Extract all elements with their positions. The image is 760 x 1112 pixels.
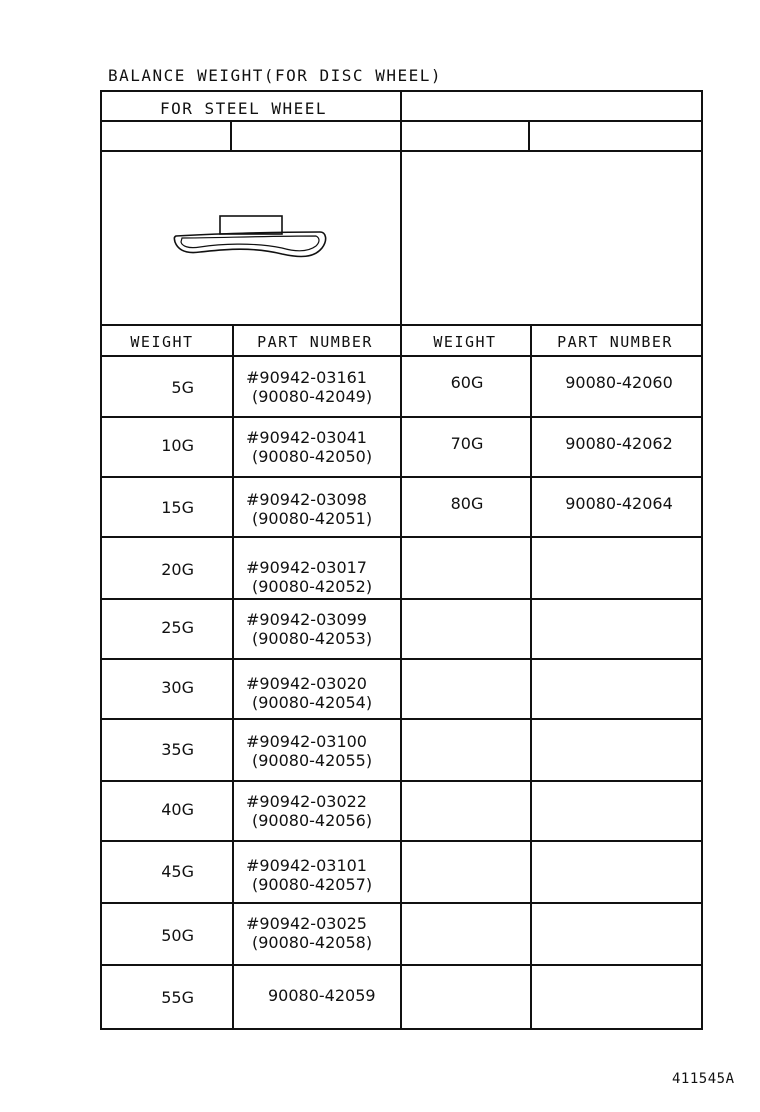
part-number [246,610,372,648]
weight-value: 80G [450,494,484,513]
part-number-primary: #90942-03100 [246,732,367,751]
part-number-alternate: (90080-42053) [252,629,373,648]
part-number-primary: #90942-03101 [246,856,367,875]
part-number [246,428,372,466]
table-rule [230,120,232,150]
part-number-primary: 90080-42059 [268,986,376,1005]
part-number-alternate: (90080-42057) [252,875,373,894]
part-number: 90080-42064 [565,494,673,513]
part-number-primary: #90942-03041 [246,428,367,447]
part-number: 90080-42060 [565,373,673,392]
table-rule [528,120,530,150]
wheel-balance-weight-clip-drawing-icon [170,210,330,270]
part-number [246,674,372,712]
illustration-code: 411545A [672,1071,735,1087]
part-number [246,558,372,596]
part-number-primary: #90942-03020 [246,674,367,693]
part-number-primary: #90942-03099 [246,610,367,629]
weight-value: 30G [161,678,194,697]
weight-value: 20G [161,560,194,579]
weight-value: 25G [161,618,194,637]
weight-value: 5G [171,378,194,397]
weight-value: 15G [161,498,194,517]
part-number-alternate: (90080-42050) [252,447,373,466]
weight-value: 70G [450,434,484,453]
section-label: FOR STEEL WHEEL [160,99,327,118]
page-title: BALANCE WEIGHT(FOR DISC WHEEL) [108,66,442,85]
part-number [246,368,372,406]
part-number-alternate: (90080-42051) [252,509,373,528]
part-number-primary: #90942-03025 [246,914,367,933]
weight-value: 35G [161,740,194,759]
part-number-alternate: (90080-42049) [252,387,373,406]
table-rule [530,324,532,1028]
column-header-weight-left: WEIGHT [130,333,194,351]
part-number [246,732,372,770]
weight-value: 50G [161,926,194,945]
table-rule [232,324,234,1028]
part-number-alternate: (90080-42055) [252,751,373,770]
part-number [268,986,376,1005]
column-header-part-right: PART NUMBER [557,333,673,351]
part-number [246,792,372,830]
part-number-alternate: (90080-42056) [252,811,373,830]
weight-value: 40G [161,800,194,819]
part-number-primary: #90942-03098 [246,490,367,509]
column-header-weight-right: WEIGHT [433,333,497,351]
column-header-part-left: PART NUMBER [257,333,373,351]
part-number-alternate: (90080-42058) [252,933,373,952]
part-number-alternate: (90080-42054) [252,693,373,712]
part-number [246,914,372,952]
part-number-primary: #90942-03022 [246,792,367,811]
part-number-primary: #90942-03017 [246,558,367,577]
part-number [246,490,372,528]
part-number [246,856,372,894]
part-number-alternate: (90080-42052) [252,577,373,596]
part-number-primary: #90942-03161 [246,368,367,387]
weight-value: 60G [450,373,484,392]
weight-value: 55G [161,988,194,1007]
table-rule [400,90,402,1028]
part-number: 90080-42062 [565,434,673,453]
weight-value: 10G [161,436,194,455]
weight-value: 45G [161,862,194,881]
